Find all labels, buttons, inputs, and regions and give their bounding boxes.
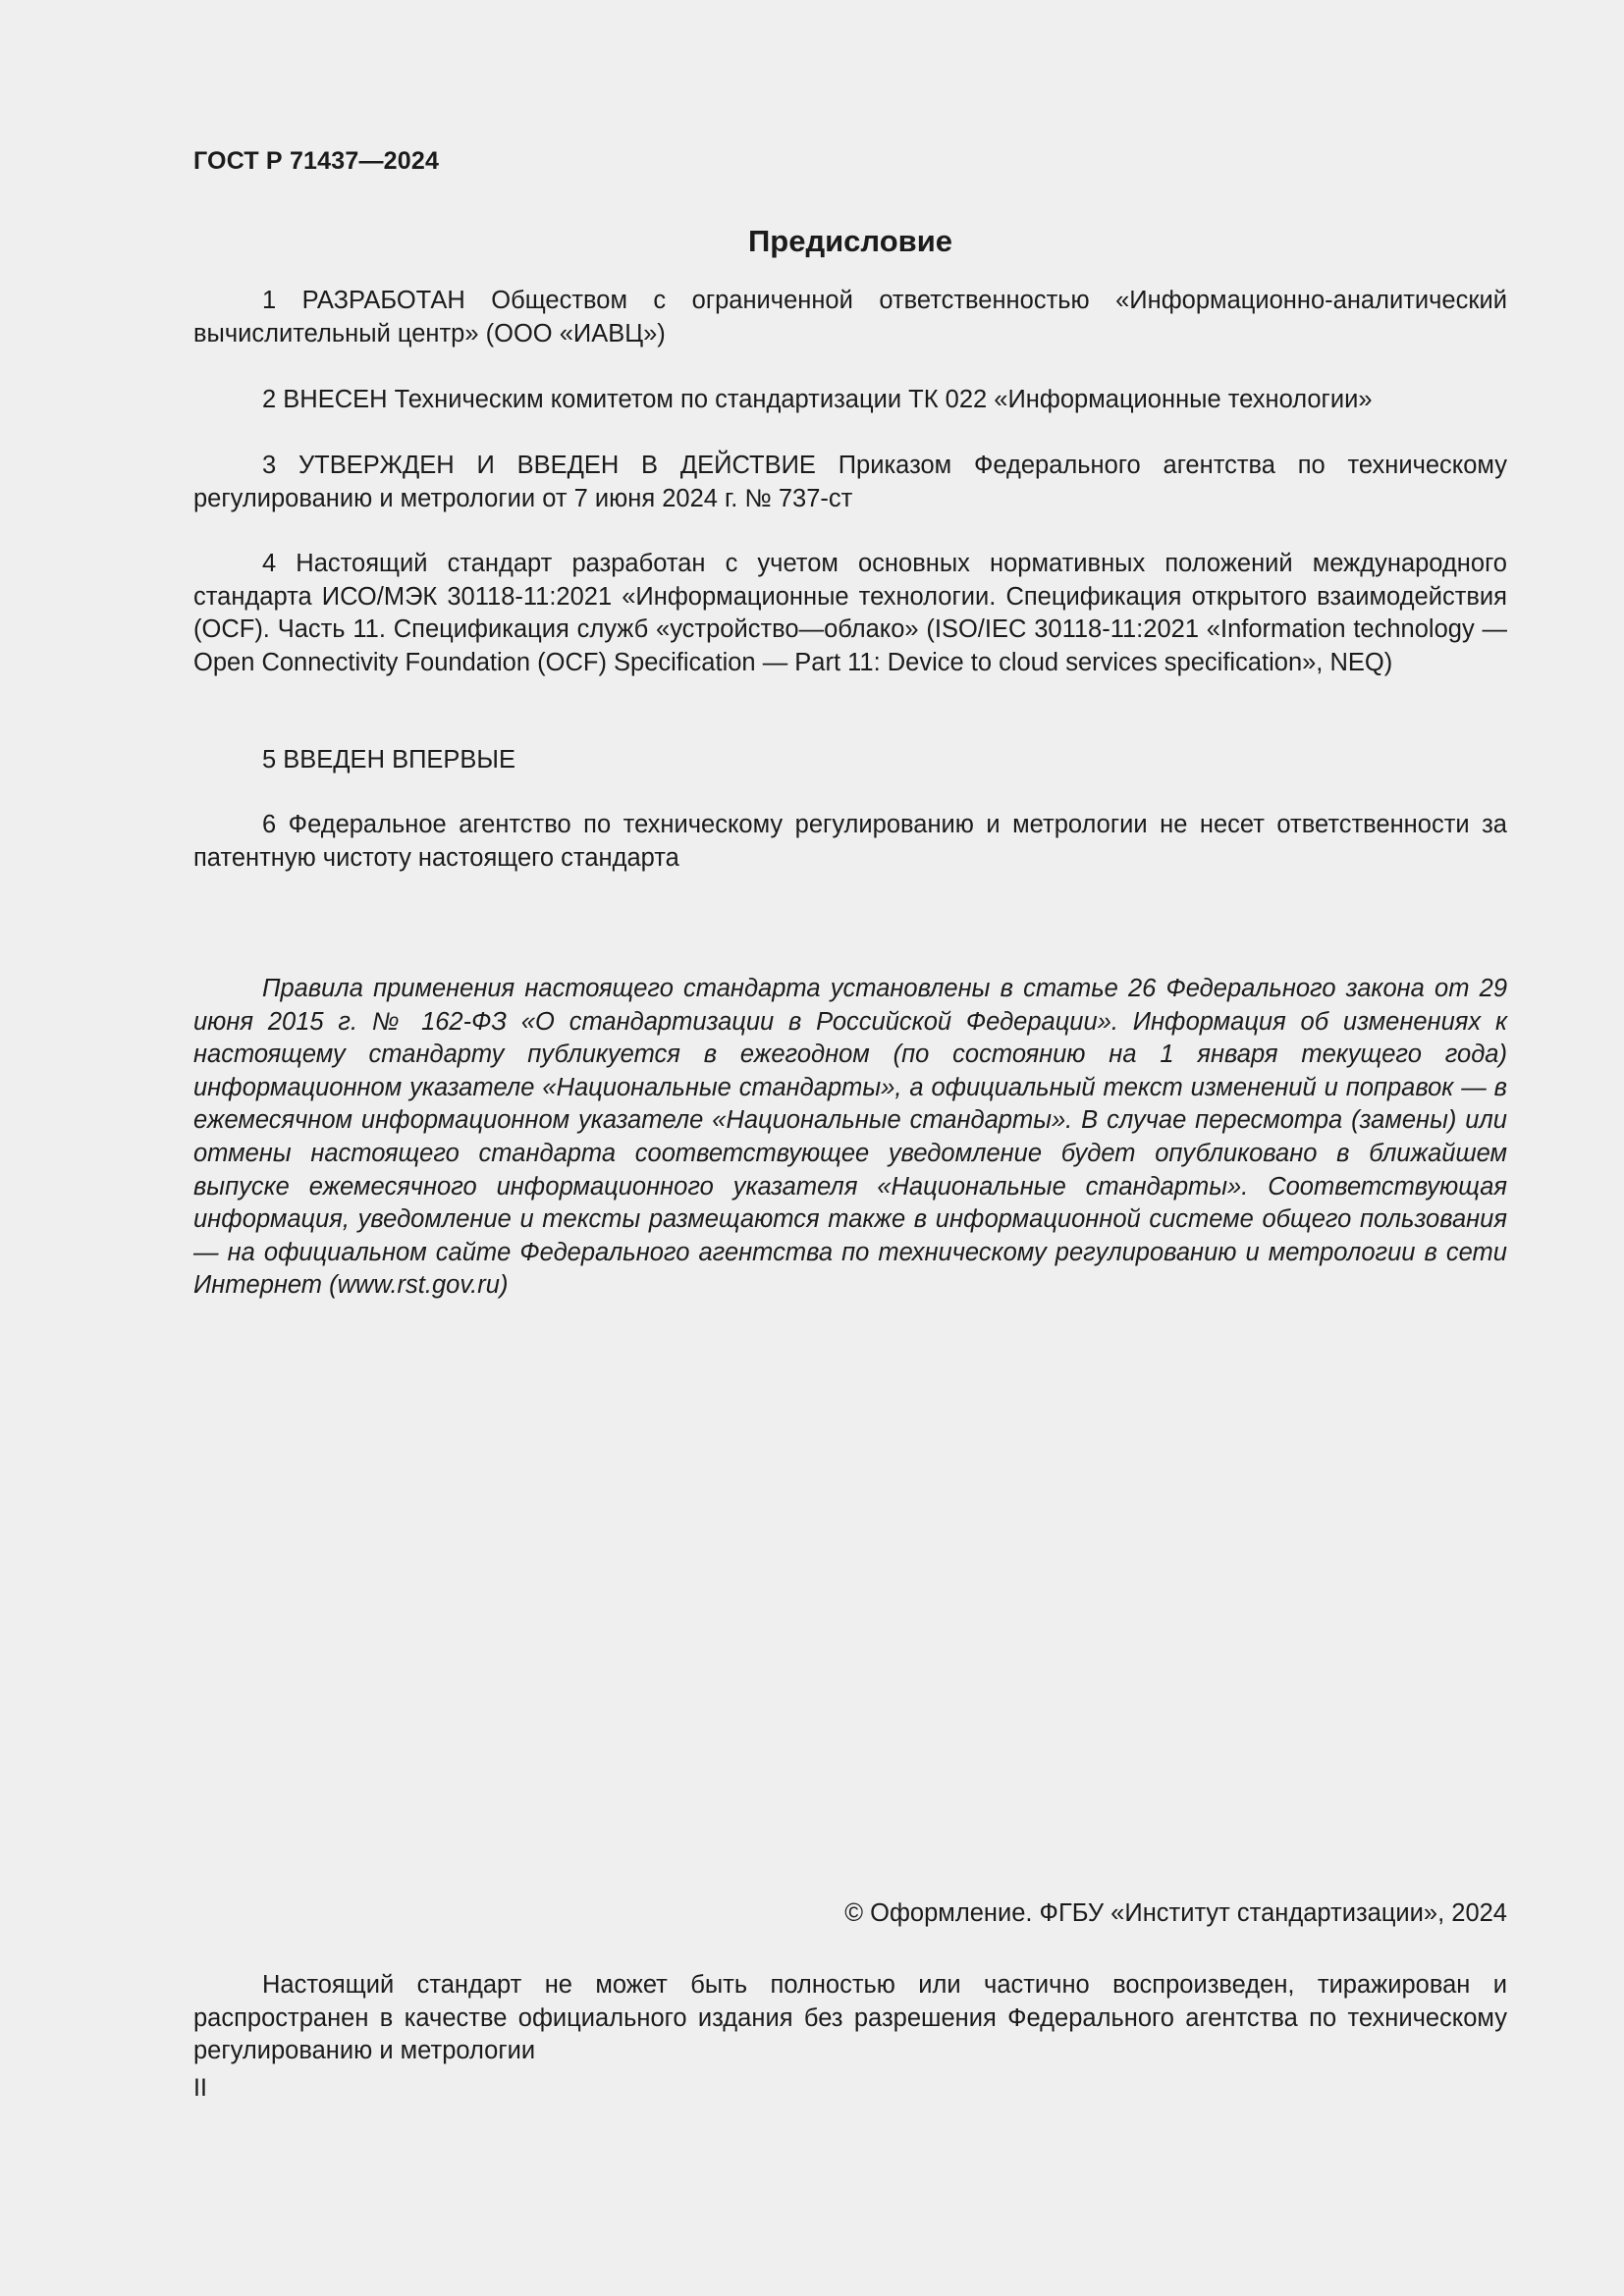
preface-item-2: 2 ВНЕСЕН Техническим комитетом по стандартизации ТК 022 «Информационные технологии»	[262, 386, 1373, 413]
preface-item-3: 3 УТВЕРЖДЕН И ВВЕДЕН В ДЕЙСТВИЕ Приказом Федерального агентства по техническому регулированию и метрологии от 7 июня 2024 г. № 737-ст	[193, 452, 1507, 512]
preface-item-6: 6 Федеральное агентство по техническому регулированию и метрологии не несет ответственности за патентную чистоту настоящего стандарта	[193, 811, 1507, 872]
document-page	[193, 0, 1507, 2296]
document-code: ГОСТ Р 71437—2024	[193, 147, 440, 175]
page-number: II	[193, 2074, 207, 2102]
preface-item-5: 5 ВВЕДЕН ВПЕРВЫЕ	[262, 746, 516, 774]
rules-notice: Правила применения настоящего стандарта установлены в статье 26 Федерального закона от 29 июня 2015 г. № 162-ФЗ «О стандартизации в Российской Федерации». Информация об изменениях к настоящему стандарту публикуется в ежегодном (по состоянию на 1 января текущего года) информационном указателе «Национальные стандарты», а официальный текст изменений и поправок — в ежемесячном информационном указателе «Национальные стандарты». В случае пересмотра (замены) или отмены настоящего стандарта соответствующее уведомление будет опубликовано в ближайшем выпуске ежемесячного информационного указателя «Национальные стандарты». Соответствующая информация, уведомление и тексты размещаются также в информационной системе общего пользования — на официальном сайте Федерального агентства по техническому регулированию и метрологии в сети Интернет (www.rst.gov.ru)	[193, 975, 1507, 1300]
section-title: Предисловие	[747, 224, 952, 258]
preface-item-1: 1 РАЗРАБОТАН Обществом с ограниченной ответственностью «Информационно-аналитический вычислительный центр» (ООО «ИАВЦ»)	[193, 287, 1507, 347]
reproduction-notice: Настоящий стандарт не может быть полностью или частично воспроизведен, тиражирован и распространен в качестве официального издания без разрешения Федерального агентства по техническому регулированию и метрологии	[193, 1971, 1507, 2065]
copyright-notice: © Оформление. ФГБУ «Институт стандартизации», 2024	[844, 1899, 1507, 1927]
preface-item-4: 4 Настоящий стандарт разработан с учетом основных нормативных положений международного стандарта ИСО/МЭК 30118-11:2021 «Информационные технологии. Спецификация открытого взаимодействия (OCF). Часть 11. Спецификация служб «устройство—облако» (ISO/IEC 30118-11:2021 «Information technology — Open Connectivity Foundation (OCF) Specification — Part 11: Device to cloud services specification», NEQ)	[193, 550, 1507, 676]
